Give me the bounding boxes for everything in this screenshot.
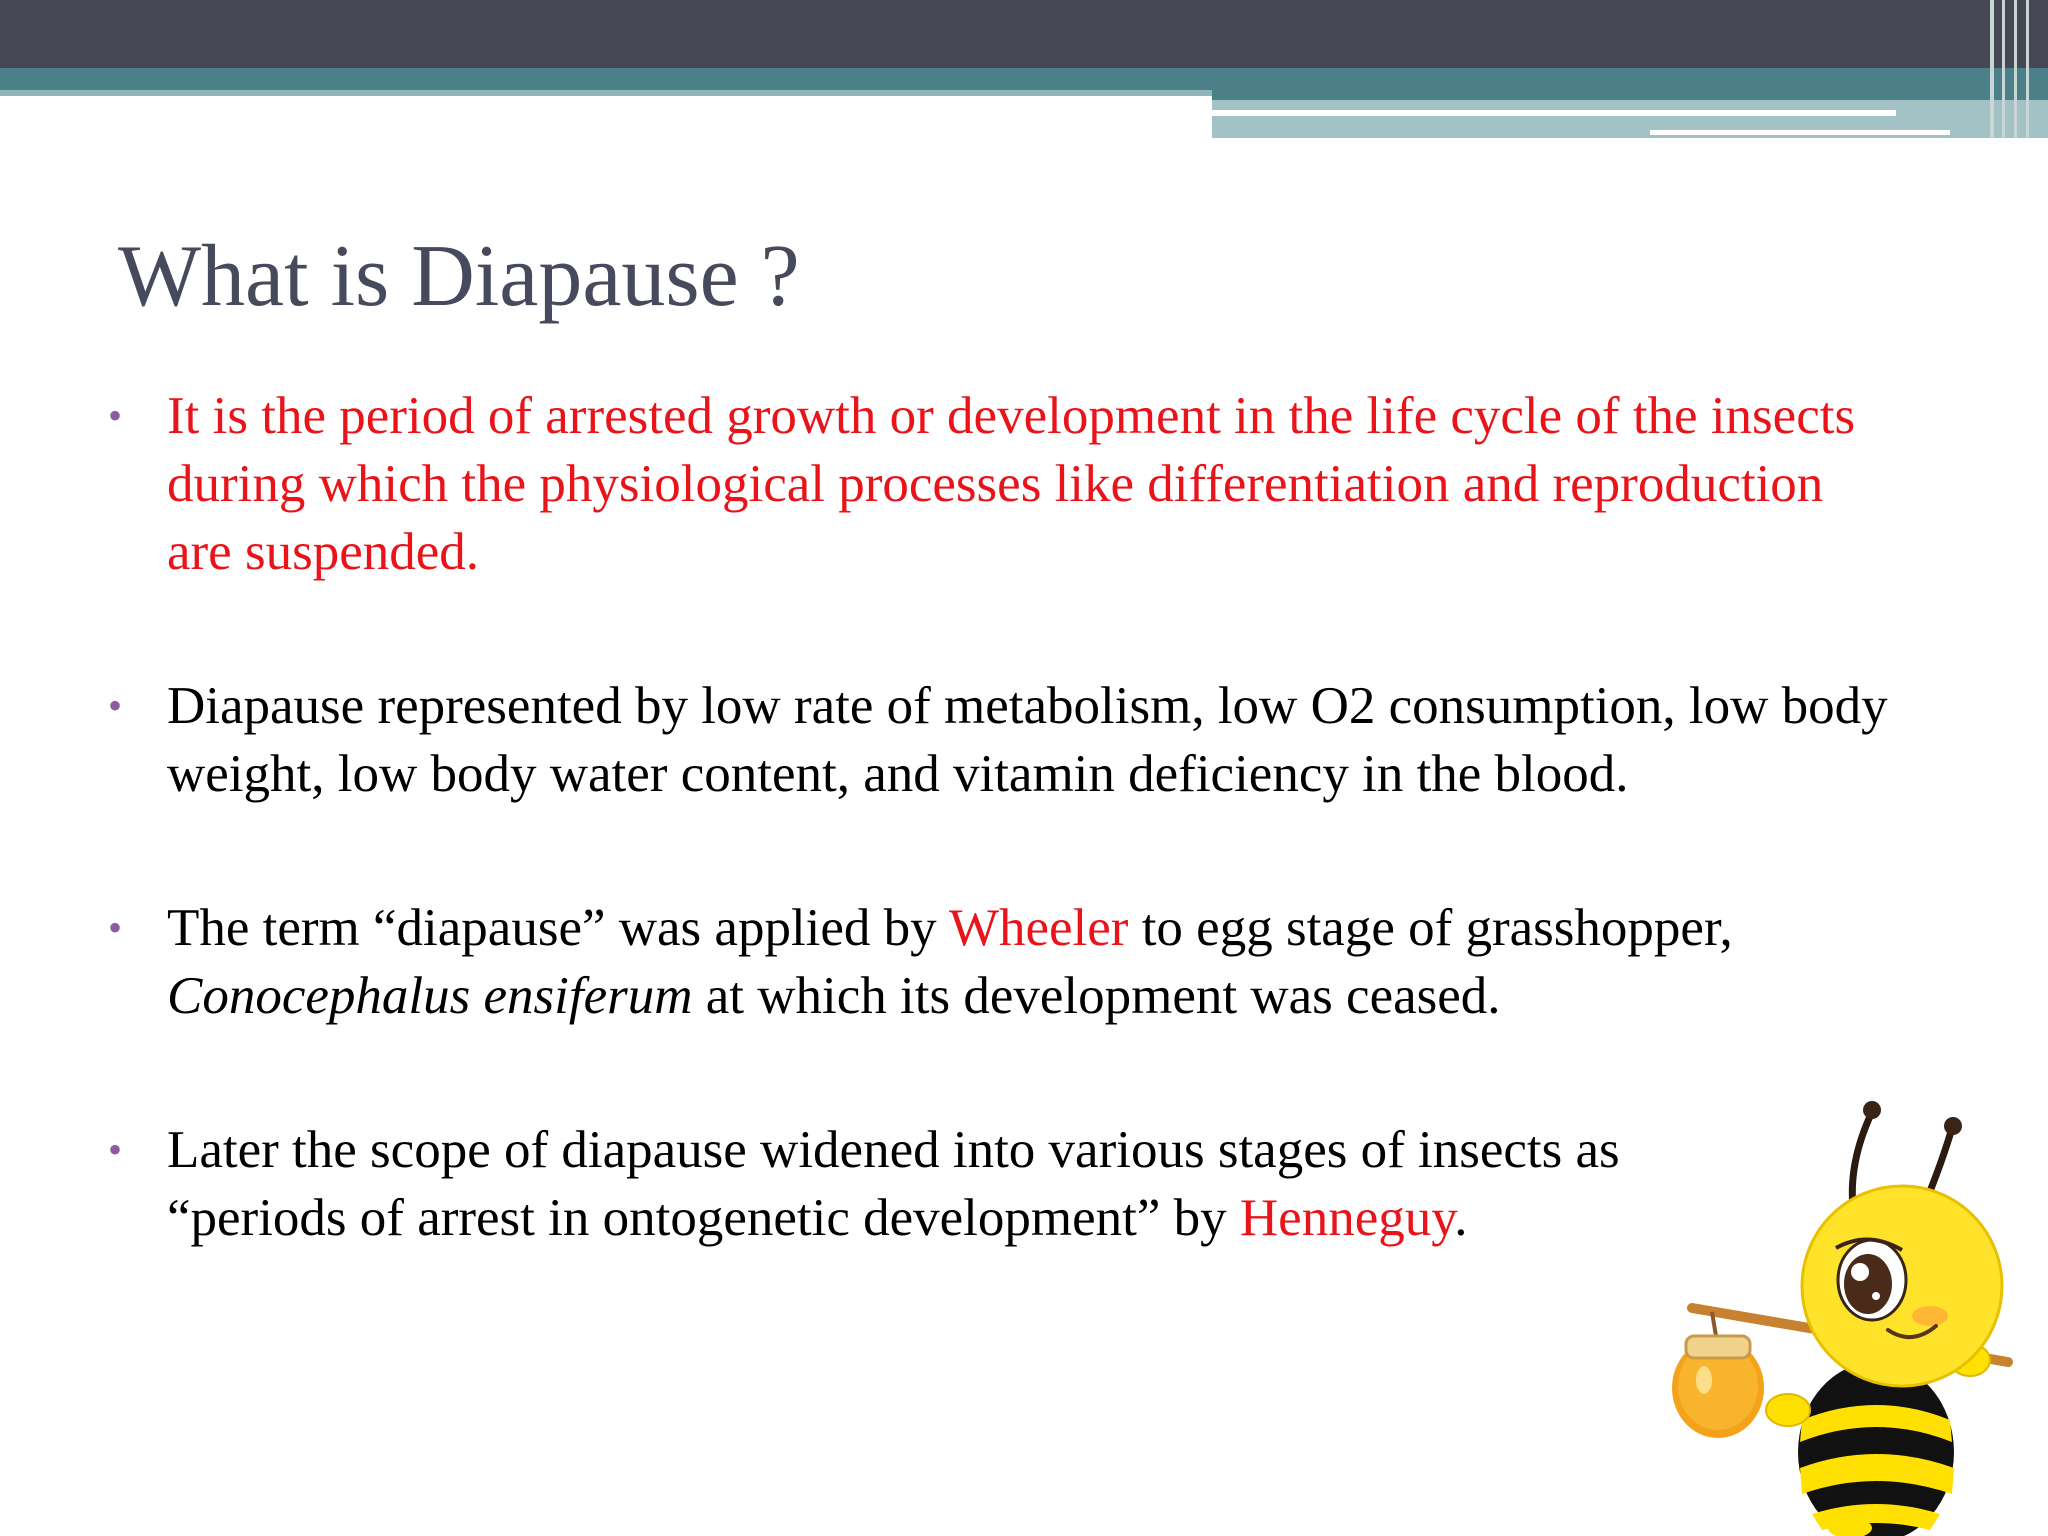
bullet-text-segment: Later the scope of diapause widened into various stages of insects as “periods of arrest in ontogenetic development” by [167, 1121, 1620, 1247]
bullet-dot: • [108, 683, 123, 728]
bullet-text-segment: The term “diapause” was applied by [167, 899, 949, 957]
bee-illustration-icon [1640, 1090, 2048, 1536]
header-edge-stripe-4 [2026, 0, 2029, 138]
header-bar-dark [0, 0, 2048, 68]
bullet-item-characteristics [108, 672, 1888, 808]
bullet-text-characteristics: Diapause represented by low rate of metabolism, low O2 consumption, low body weight, low body water content, and vitamin deficiency in the blood. [167, 677, 1888, 803]
header-bar-white-line-2 [1650, 130, 1950, 135]
bullet-text-term-origin [167, 894, 1888, 1030]
header-bar-teal-right [1212, 68, 2048, 100]
header-bar-teal-thin [0, 90, 1212, 96]
bullet-text-scope [167, 1116, 1788, 1252]
header-bar-teal [0, 68, 1212, 90]
wheeler-name: Wheeler [948, 899, 1129, 957]
header-edge-stripe-2 [2002, 0, 2005, 138]
bullet-text-segment: to egg stage of grasshopper, [1128, 899, 1733, 957]
bullet-dot: • [108, 1127, 123, 1172]
bullet-dot: • [108, 393, 123, 438]
header-edge-stripe-3 [2014, 0, 2017, 138]
slide-title: What is Diapause ? [118, 228, 800, 325]
header-bar-white-line [1212, 110, 1896, 116]
bullet-text-segment: at which its development was ceased. [692, 967, 1501, 1025]
header-edge-stripe-1 [1990, 0, 1994, 138]
bullet-dot: • [108, 905, 123, 950]
henneguy-name: Henneguy [1239, 1189, 1455, 1247]
bullet-item-scope [108, 1116, 1788, 1252]
bullet-item-term-origin [108, 894, 1888, 1030]
bullet-text-segment: . [1454, 1189, 1468, 1247]
bullet-item-definition [108, 382, 1888, 586]
species-name: Conocephalus ensiferum [167, 967, 693, 1025]
bullet-text-definition: It is the period of arrested growth or development in the life cycle of the insects during which the physiological processes like differentiation and reproduction are suspended. [167, 387, 1856, 581]
